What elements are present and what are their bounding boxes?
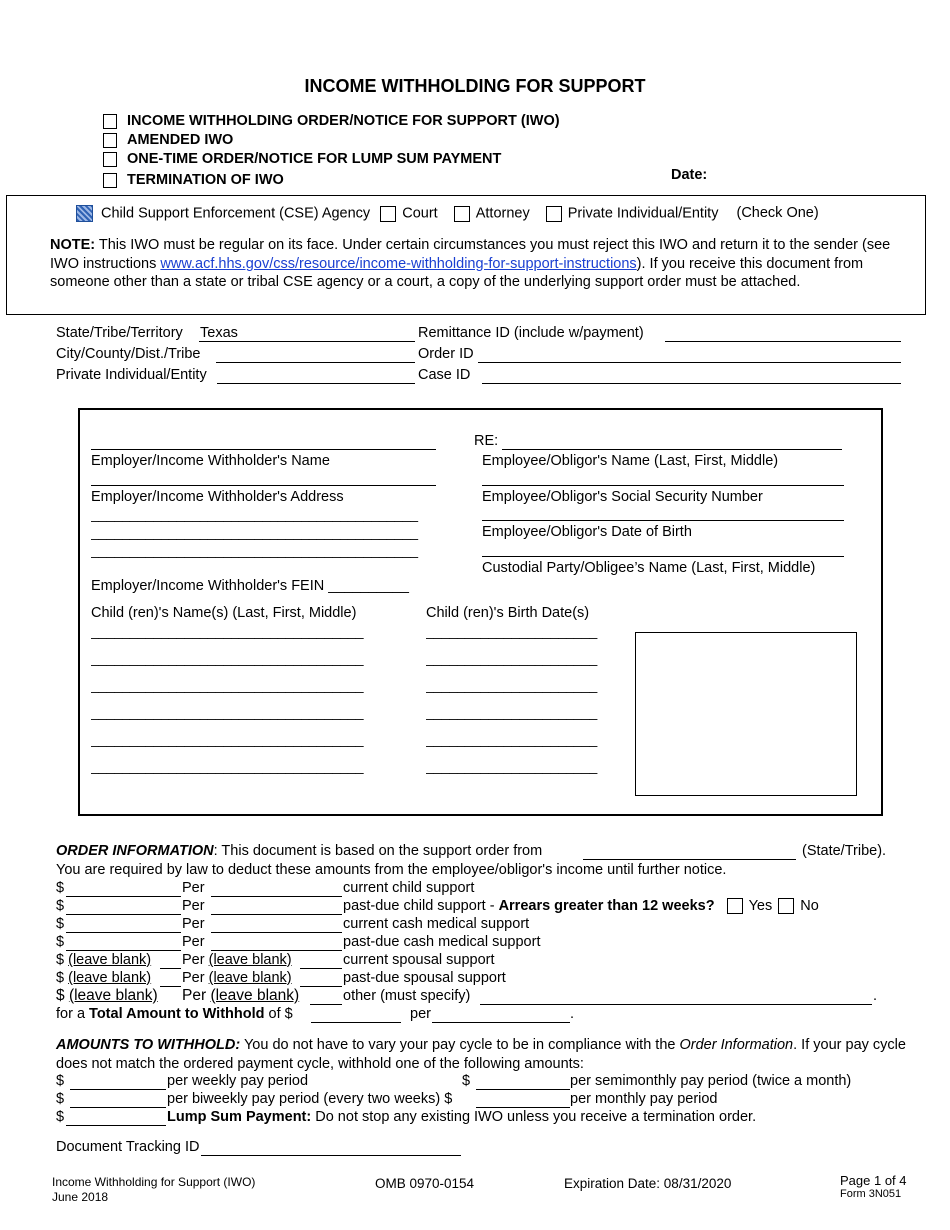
private-entity-field[interactable] — [217, 383, 415, 384]
leave-blank-period: (leave blank) — [208, 970, 292, 986]
footer-page: Page 1 of 4 — [840, 1173, 907, 1188]
page-title: INCOME WITHHOLDING FOR SUPPORT — [304, 76, 646, 96]
employer-address-line[interactable]: __________________________________________ — [91, 506, 419, 522]
option-termination-label: TERMINATION OF IWO — [127, 172, 284, 188]
note-text-2: ). If you receive this document from someone other than a state or tribal CSE agency or a court, a copy of the underlying support order must be attached. — [50, 255, 864, 290]
per-field[interactable] — [211, 932, 342, 933]
re-label: RE: — [474, 433, 499, 449]
dollar-sign: $ — [56, 916, 65, 932]
child-dob-line[interactable]: ______________________ — [426, 677, 598, 693]
monthly-label: per monthly pay period — [570, 1091, 718, 1107]
employer-address-line[interactable]: __________________________________________ — [91, 542, 419, 558]
remittance-label: Remittance ID (include w/payment) — [418, 325, 644, 341]
leave-blank-row — [56, 970, 151, 986]
total-per-label: per — [410, 1006, 431, 1022]
tracking-id-label: Document Tracking ID — [56, 1139, 200, 1155]
per-label: Per — [182, 898, 205, 914]
employee-ssn-field[interactable] — [482, 485, 844, 486]
lump-sum-row — [167, 1109, 756, 1125]
checkbox-lump-sum[interactable] — [103, 152, 117, 167]
amounts-text-2: . If your pay cycle does not match the ordered payment cycle, withhold one of the following amounts: — [56, 1037, 906, 1072]
total-amount-row — [56, 1006, 293, 1022]
private-entity-label: Private Individual/Entity — [56, 367, 207, 383]
leave-blank-period: (leave blank) — [210, 987, 300, 1004]
note-text-1: This IWO must be regular on its face. Under certain circumstances you must reject this IWO and return it to the sender (see IWO instructions — [50, 237, 891, 272]
sender-private: Private Individual/Entity — [567, 205, 719, 222]
state-tribe-label: (State/Tribe). — [802, 843, 887, 859]
per-field[interactable] — [211, 914, 342, 915]
row-current-spousal: current spousal support — [343, 952, 495, 968]
dollar-sign: $ — [56, 1073, 65, 1089]
period: . — [570, 1006, 575, 1022]
order-id-label: Order ID — [418, 346, 474, 362]
per-label: Per — [182, 952, 205, 968]
option-lump-sum[interactable] — [103, 151, 501, 167]
checkbox-arrears-no[interactable] — [778, 898, 794, 914]
amount-field[interactable] — [66, 896, 181, 897]
biweekly-amount-field[interactable] — [70, 1107, 166, 1108]
footer-omb: OMB 0970-0154 — [375, 1176, 475, 1191]
remittance-field[interactable] — [665, 341, 901, 342]
footer-expiration: Expiration Date: 08/31/2020 — [564, 1176, 732, 1191]
employer-name-label: Employer/Income Withholder's Name — [91, 453, 330, 469]
child-dob-line[interactable]: ______________________ — [426, 650, 598, 666]
leave-blank-row — [56, 952, 151, 968]
city-field[interactable] — [216, 362, 415, 363]
lump-sum-label: Lump Sum Payment: — [167, 1109, 312, 1125]
option-amended-label: AMENDED IWO — [127, 132, 234, 148]
note-paragraph — [50, 236, 902, 292]
amount-field[interactable] — [66, 914, 181, 915]
checkbox-attorney[interactable] — [454, 206, 470, 222]
order-info-intro — [56, 843, 542, 859]
per-label: Per — [182, 970, 205, 986]
total-pre: for a — [56, 1006, 90, 1022]
city-label: City/County/Dist./Tribe — [56, 346, 201, 362]
employer-fein-label: Employer/Income Withholder's FEIN __________ — [91, 578, 409, 594]
tracking-id-field[interactable] — [201, 1155, 461, 1156]
checkbox-iwo[interactable] — [103, 114, 117, 129]
other-specify-field[interactable] — [480, 1004, 872, 1005]
dollar-sign: $ — [56, 1091, 65, 1107]
child-name-line[interactable]: ___________________________________ — [91, 731, 364, 747]
child-dob-line[interactable]: ______________________ — [426, 623, 598, 639]
checkbox-arrears-yes[interactable] — [727, 898, 743, 914]
lump-sum-text: Do not stop any existing IWO unless you receive a termination order. — [311, 1109, 757, 1125]
dollar-sign: $ — [56, 880, 65, 896]
child-name-line[interactable]: ___________________________________ — [91, 650, 364, 666]
total-amount-label: Total Amount to Withhold — [89, 1006, 265, 1022]
biweekly-label: per biweekly pay period (every two weeks) $ — [167, 1091, 453, 1107]
total-per-field[interactable] — [432, 1022, 570, 1023]
arrears-yes-label: Yes — [748, 898, 773, 914]
per-label: Per — [182, 916, 205, 932]
order-info-label: ORDER INFORMATION — [56, 843, 214, 859]
semimonthly-label: per semimonthly pay period (twice a month) — [570, 1073, 852, 1089]
period: . — [873, 988, 878, 1004]
check-one-hint: (Check One) — [736, 205, 819, 222]
per-label: Per — [182, 880, 205, 896]
leave-blank-row — [56, 987, 158, 1005]
employer-address-label: Employer/Income Withholder's Address — [91, 489, 344, 505]
child-dob-line[interactable]: ______________________ — [426, 704, 598, 720]
employer-address-line-top[interactable] — [91, 485, 436, 486]
case-id-label: Case ID — [418, 367, 471, 383]
sender-cse: Child Support Enforcement (CSE) Agency — [101, 205, 371, 222]
checkbox-termination[interactable] — [103, 173, 117, 188]
leave-blank-period: (leave blank) — [208, 952, 292, 968]
custodial-party-field[interactable] — [482, 556, 844, 557]
arrears-no-label: No — [800, 898, 819, 914]
dollar-sign: $ — [56, 970, 65, 986]
employer-name-field[interactable] — [91, 449, 436, 450]
row-past-due-child-support-label: past-due child support - — [343, 898, 499, 914]
state-label: State/Tribe/Territory — [56, 325, 183, 341]
re-field[interactable] — [502, 449, 842, 450]
child-name-line[interactable]: ___________________________________ — [91, 758, 364, 774]
note-label: NOTE: — [50, 237, 96, 253]
weekly-amount-field[interactable] — [70, 1089, 166, 1090]
row-past-due-cash-medical: past-due cash medical support — [343, 934, 541, 950]
order-id-field[interactable] — [478, 362, 901, 363]
state-value[interactable]: Texas — [200, 325, 238, 341]
children-names-label: Child (ren)'s Name(s) (Last, First, Middle) — [91, 605, 357, 621]
child-name-line[interactable]: ___________________________________ — [91, 704, 364, 720]
sender-attorney: Attorney — [475, 205, 530, 222]
case-id-field[interactable] — [482, 383, 901, 384]
leave-blank-amount: (leave blank) — [68, 987, 158, 1004]
row-past-due-spousal: past-due spousal support — [343, 970, 506, 986]
amount-field[interactable] — [66, 932, 181, 933]
per-label: Per — [182, 987, 207, 1004]
footer-date: June 2018 — [52, 1190, 109, 1204]
checkbox-amended[interactable] — [103, 133, 117, 148]
employee-dob-label: Employee/Obligor's Date of Birth — [482, 524, 692, 540]
option-iwo[interactable] — [103, 113, 560, 129]
leave-blank-per — [182, 987, 299, 1005]
total-amount-field[interactable] — [311, 1022, 401, 1023]
lump-sum-amount-field[interactable] — [66, 1125, 166, 1126]
row-current-child-support: current child support — [343, 880, 475, 896]
child-dob-line[interactable]: ______________________ — [426, 731, 598, 747]
row-current-cash-medical: current cash medical support — [343, 916, 530, 932]
checkbox-cse-checked[interactable] — [76, 205, 93, 222]
per-field[interactable] — [211, 950, 342, 951]
leave-blank-amount: (leave blank) — [68, 952, 152, 968]
order-requirement-text: You are required by law to deduct these amounts from the employee/obligor's income until further notice. — [56, 862, 727, 878]
address-window-box — [635, 632, 857, 796]
custodial-party-label: Custodial Party/Obligee’s Name (Last, First, Middle) — [482, 560, 816, 576]
instructions-link[interactable]: www.acf.hhs.gov/css/resource/income-withholding-for-support-instructions — [160, 255, 637, 272]
order-state-field[interactable] — [583, 859, 796, 860]
amounts-label: AMOUNTS TO WITHHOLD: — [56, 1037, 241, 1053]
checkbox-court[interactable] — [380, 206, 396, 222]
amounts-italic: Order Information — [679, 1037, 794, 1053]
leave-blank-per — [182, 952, 292, 968]
child-name-line[interactable]: ___________________________________ — [91, 677, 364, 693]
children-dobs-label: Child (ren)'s Birth Date(s) — [426, 605, 590, 621]
footer-form-number: Form 3N051 — [840, 1188, 902, 1200]
employee-ssn-label: Employee/Obligor's Social Security Number — [482, 489, 763, 505]
total-post: of $ — [264, 1006, 293, 1022]
per-label: Per — [182, 934, 205, 950]
employee-name-label: Employee/Obligor's Name (Last, First, Middle) — [482, 453, 779, 469]
sender-court: Court — [402, 205, 438, 222]
leave-blank-per — [182, 970, 292, 986]
employee-dob-field[interactable] — [482, 520, 844, 521]
amount-field[interactable] — [66, 950, 181, 951]
child-dob-line[interactable]: ______________________ — [426, 758, 598, 774]
dollar-sign: $ — [56, 1109, 65, 1125]
date-label: Date: — [671, 167, 708, 183]
footer-form-name: Income Withholding for Support (IWO) — [52, 1175, 256, 1189]
checkbox-private[interactable] — [546, 206, 562, 222]
monthly-amount-field[interactable] — [476, 1107, 570, 1108]
row-other: other (must specify) — [343, 988, 471, 1004]
dollar-sign: $ — [56, 952, 65, 968]
employer-address-line[interactable]: __________________________________________ — [91, 524, 419, 540]
amounts-paragraph — [56, 1036, 906, 1074]
option-termination[interactable] — [103, 172, 284, 188]
sender-options — [76, 205, 819, 222]
amounts-text-1: You do not have to vary your pay cycle to be in compliance with the — [240, 1037, 680, 1053]
dollar-sign: $ — [462, 1073, 471, 1089]
order-info-text: : This document is based on the support order from — [213, 843, 543, 859]
option-iwo-label: INCOME WITHHOLDING ORDER/NOTICE FOR SUPPORT (IWO) — [127, 113, 560, 129]
weekly-label: per weekly pay period — [167, 1073, 309, 1089]
dollar-sign: $ — [56, 898, 65, 914]
child-name-line[interactable]: ___________________________________ — [91, 623, 364, 639]
option-lump-sum-label: ONE-TIME ORDER/NOTICE FOR LUMP SUM PAYMENT — [127, 151, 502, 167]
arrears-question: Arrears greater than 12 weeks? — [498, 898, 715, 914]
leave-blank-amount: (leave blank) — [68, 970, 152, 986]
semimonthly-amount-field[interactable] — [476, 1089, 570, 1090]
per-field[interactable] — [211, 896, 342, 897]
dollar-sign: $ — [56, 934, 65, 950]
row-past-due-child-support — [343, 898, 819, 914]
dollar-sign: $ — [56, 987, 65, 1004]
option-amended[interactable] — [103, 132, 233, 148]
